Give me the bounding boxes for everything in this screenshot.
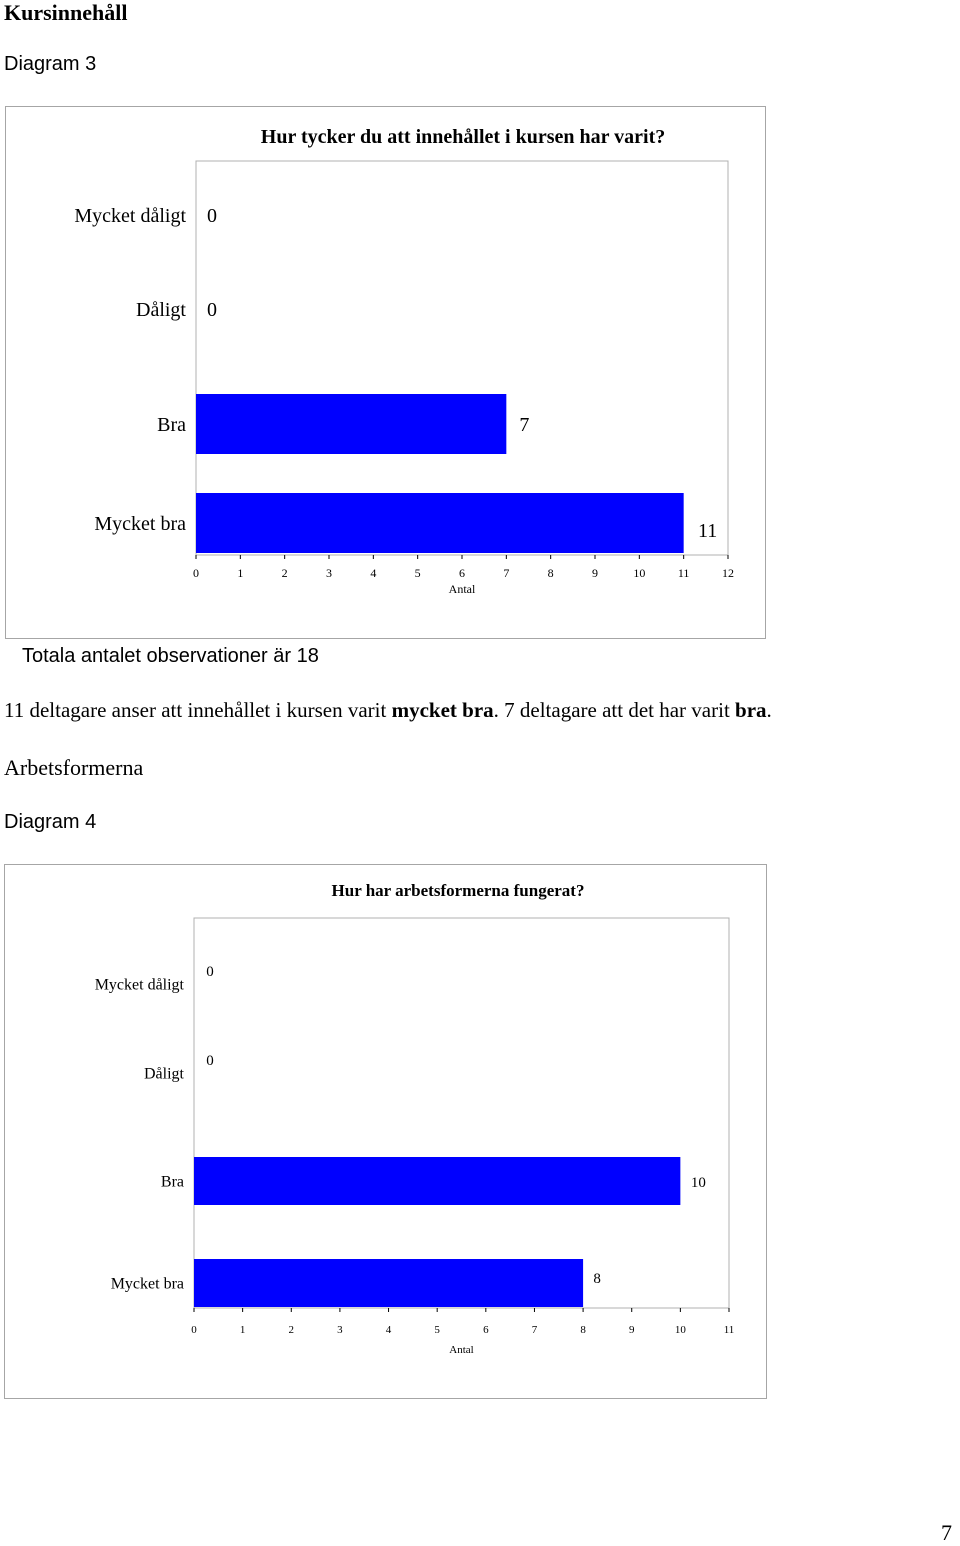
chart-title: Hur tycker du att innehållet i kursen har varit? [260,126,666,148]
category-label: Mycket dåligt [94,976,184,994]
chart-2-frame [4,864,767,1399]
x-tick-label: 0 [191,1324,197,1336]
x-tick-label: 4 [370,566,377,580]
x-tick-label: 9 [592,566,598,580]
chart-1-description [4,698,772,723]
desc-text-2: . 7 deltagare att det har varit [493,698,736,722]
bar [194,1157,680,1205]
data-label: 0 [206,964,214,980]
category-label: Dåligt [144,1065,184,1083]
data-label: 0 [206,1053,214,1069]
diagram-4-label: Diagram 4 [4,811,97,833]
x-tick-label: 8 [547,566,554,580]
x-tick-label: 3 [326,566,332,580]
category-label: Mycket bra [110,1275,184,1293]
x-axis-label: Antal [448,582,476,596]
desc-bold-1: mycket bra [391,698,494,722]
data-label: 10 [690,1175,706,1191]
desc-bold-2: bra [735,698,767,722]
chart-2 [5,865,766,1398]
bar [196,493,684,553]
desc-text-1: 11 deltagare anser att innehållet i kursen varit [4,698,392,722]
x-tick-label: 3 [337,1324,343,1336]
x-tick-label: 10 [674,1324,686,1336]
x-tick-label: 12 [722,566,734,580]
x-tick-label: 2 [281,566,288,580]
chart-title: Hur har arbetsformerna fungerat? [331,881,585,900]
x-tick-label: 6 [459,566,465,580]
bar [194,1259,583,1307]
page-number: 7 [941,1520,952,1545]
category-label: Mycket bra [94,513,186,535]
diagram-3-label: Diagram 3 [4,53,97,75]
x-tick-label: 0 [193,566,199,580]
data-label: 0 [207,299,217,321]
x-tick-label: 10 [633,566,646,580]
chart-1 [6,107,765,638]
x-tick-label: 4 [385,1324,392,1336]
x-axis-label: Antal [449,1344,474,1356]
data-label: 7 [519,414,530,436]
bar [196,394,506,454]
x-tick-label: 6 [483,1324,489,1336]
section-title-arbetsformerna: Arbetsformerna [4,755,144,780]
category-label: Dåligt [136,299,186,321]
category-label: Bra [157,414,186,436]
x-tick-label: 7 [531,1324,538,1336]
x-tick-label: 7 [503,566,510,580]
category-label: Bra [160,1173,184,1191]
chart-1-frame [5,106,766,639]
section-title-kursinnehall: Kursinnehåll [4,0,128,25]
x-tick-label: 11 [677,566,690,580]
data-label: 8 [593,1271,601,1287]
desc-text-3: . [766,698,772,722]
data-label: 0 [207,205,217,227]
data-label: 11 [698,520,718,542]
x-tick-label: 11 [723,1324,735,1336]
x-tick-label: 1 [237,566,244,580]
x-tick-label: 2 [288,1324,295,1336]
x-tick-label: 5 [414,566,421,580]
plot-area [194,918,729,1308]
category-label: Mycket dåligt [74,205,186,227]
x-tick-label: 1 [239,1324,246,1336]
x-tick-label: 5 [434,1324,440,1336]
chart-1-observations-note: Totala antalet observationer är 18 [22,645,319,667]
x-tick-label: 8 [580,1324,586,1336]
x-tick-label: 9 [628,1324,635,1336]
